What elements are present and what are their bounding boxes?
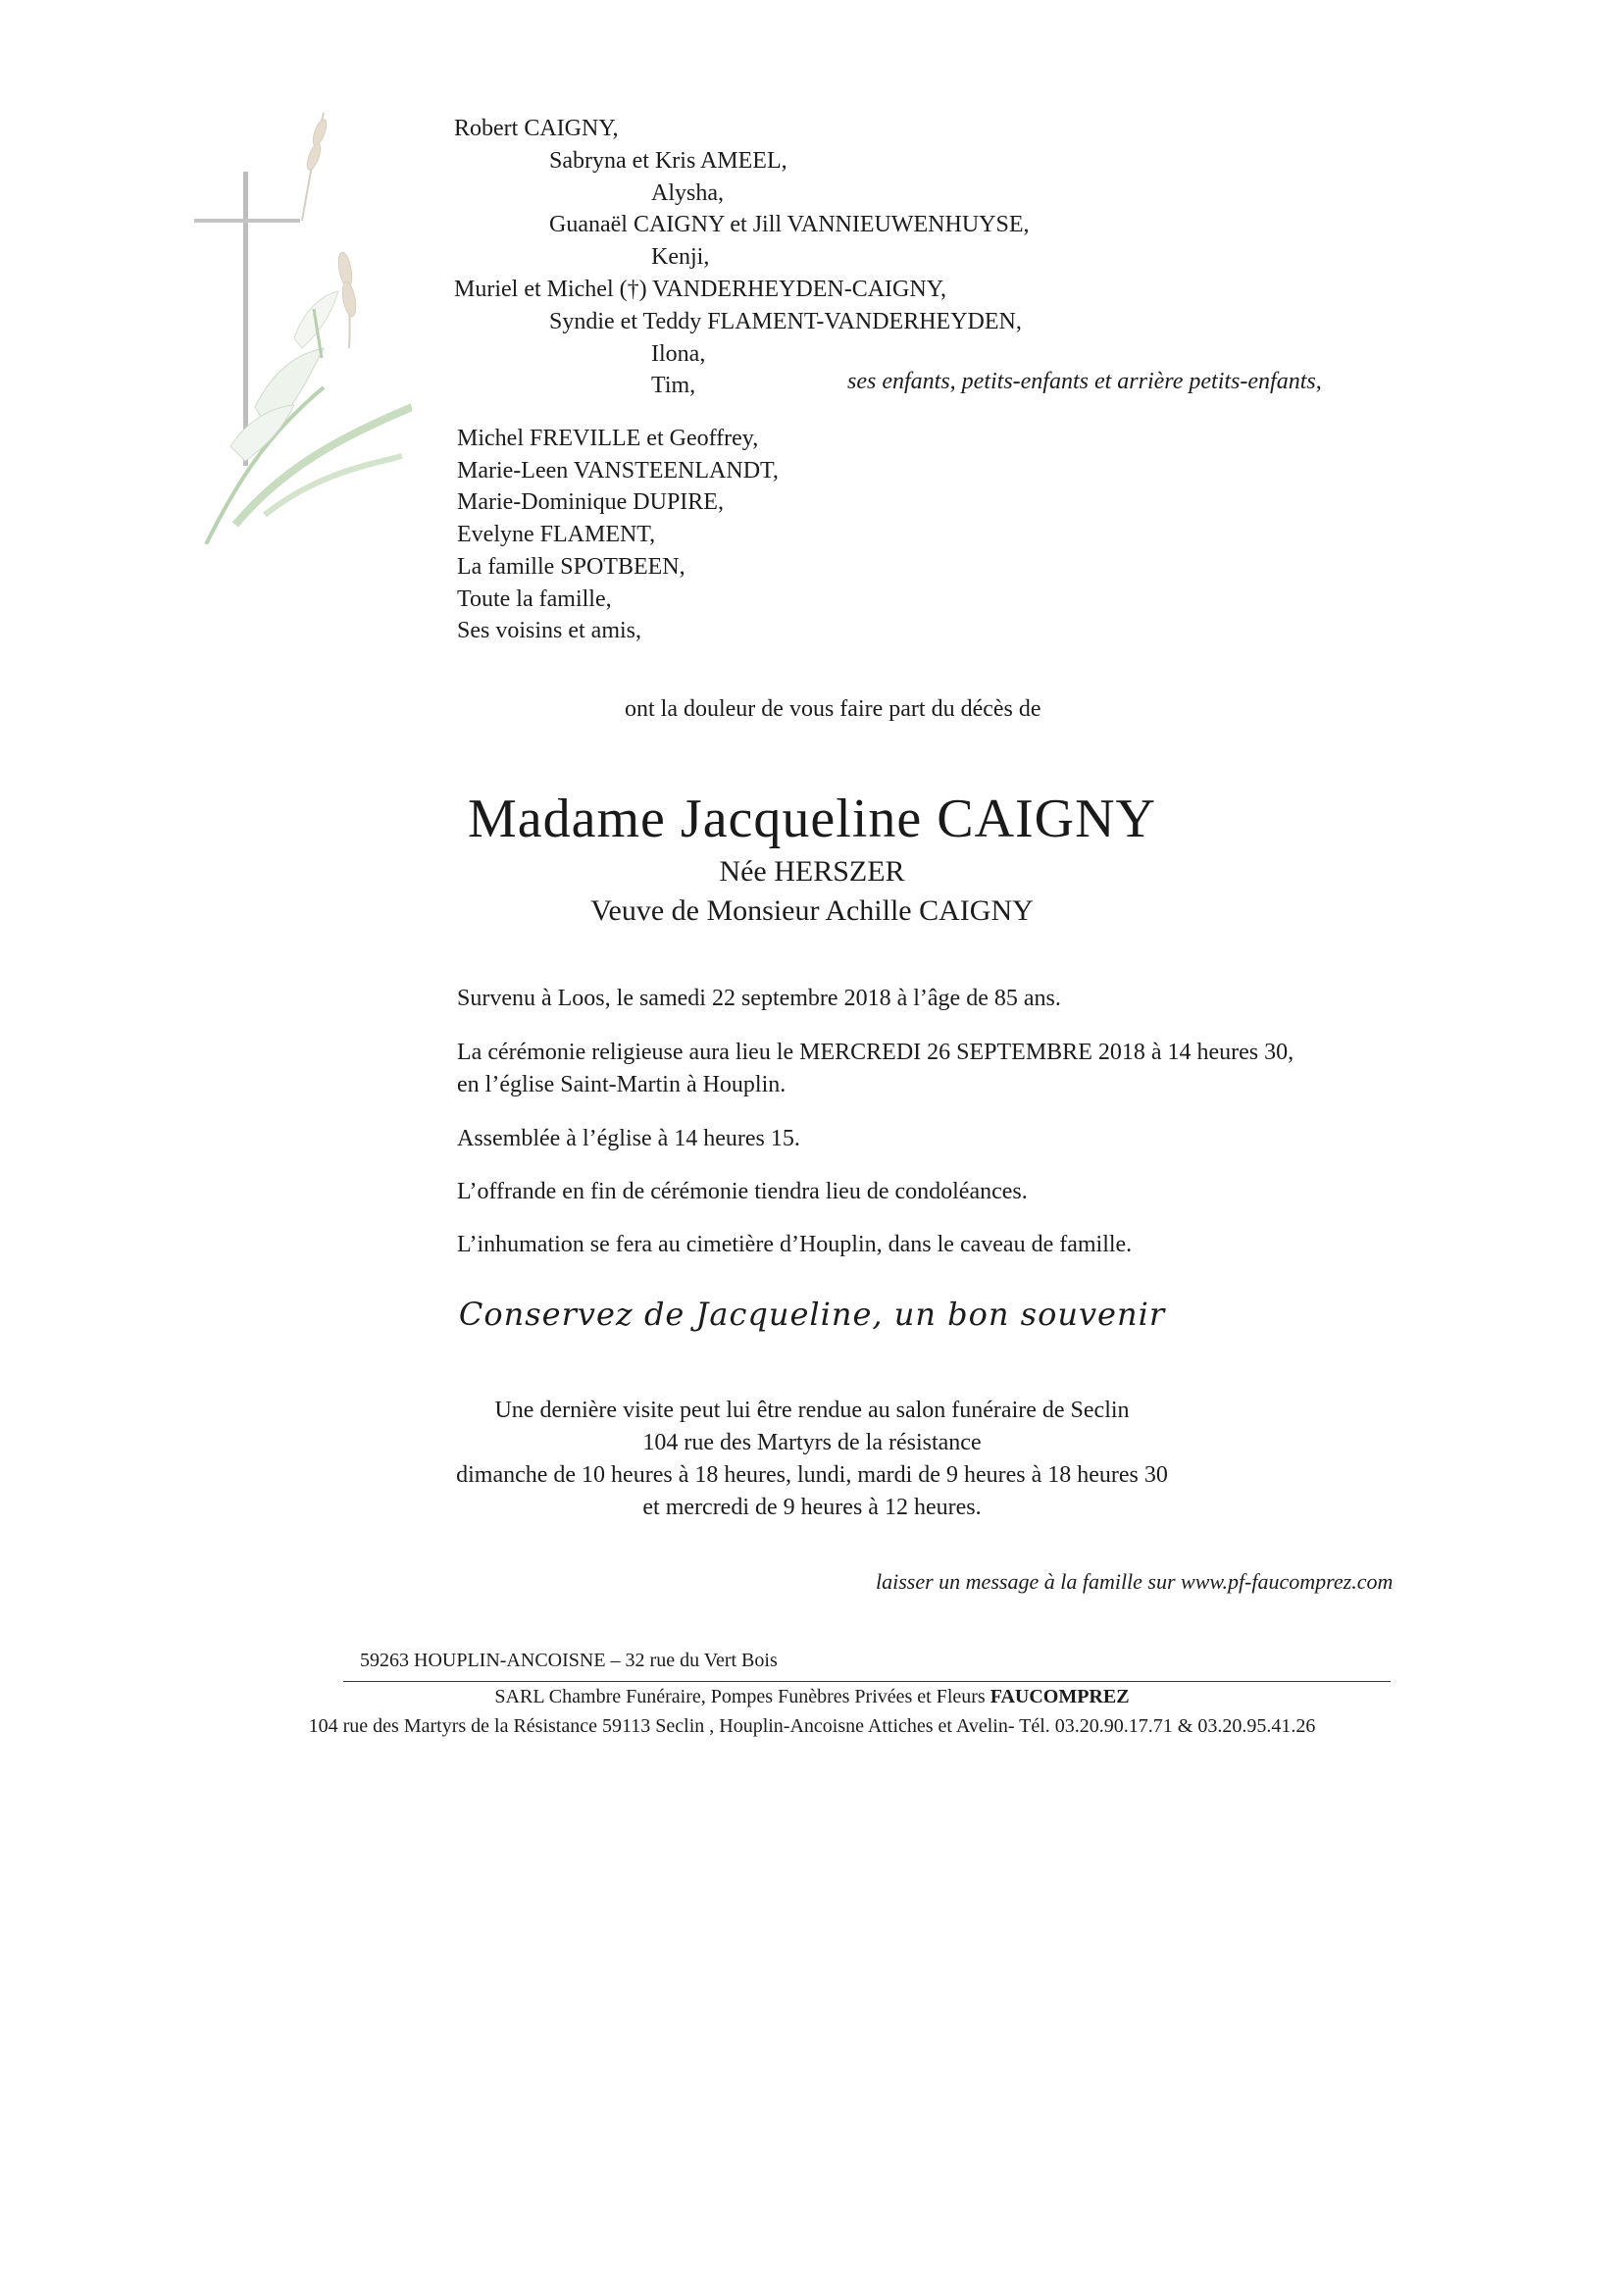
others-line-3: Marie-Dominique DUPIRE, [457, 489, 724, 515]
visit-line-3: dimanche de 10 heures à 18 heures, lundi, mardi de 9 heures à 18 heures 30 [456, 1462, 1168, 1488]
footer-rule [343, 1681, 1391, 1682]
address-small: 59263 HOUPLIN-ANCOISNE – 32 rue du Vert Bois [360, 1650, 778, 1671]
others-line-1: Michel FREVILLE et Geoffrey, [457, 426, 759, 451]
company-brand: FAUCOMPREZ [990, 1686, 1130, 1707]
widow-of: Veuve de Monsieur Achille CAIGNY [590, 894, 1034, 927]
remembrance-script: Conservez de Jacqueline, un bon souvenir [458, 1296, 1166, 1333]
offering: L’offrande en fin de cérémonie tiendra lieu de condoléances. [457, 1179, 1028, 1204]
company-address: 104 rue des Martyrs de la Résistance 59113 Seclin , Houplin-Ancoisne Attiches et Avelin- Tél. 03.20.90.17.71 & 03.20.95.41.26 [308, 1715, 1316, 1737]
visit-line-2: 104 rue des Martyrs de la résistance [642, 1430, 982, 1455]
others-line-6: Toute la famille, [457, 586, 612, 612]
cross-lily-decoration [177, 113, 412, 544]
family-line-6: Muriel et Michel (†) VANDERHEYDEN-CAIGNY, [454, 277, 946, 302]
family-line-5: Kenji, [651, 244, 710, 270]
online-message: laisser un message à la famille sur www.pf-faucomprez.com [876, 1569, 1394, 1594]
visit-line-1: Une dernière visite peut lui être rendue au salon funéraire de Seclin [494, 1398, 1130, 1423]
family-line-8: Ilona, [651, 341, 706, 367]
family-line-7: Syndie et Teddy FLAMENT-VANDERHEYDEN, [549, 309, 1022, 334]
others-line-5: La famille SPOTBEEN, [457, 554, 685, 580]
ceremony-line-1: La cérémonie religieuse aura lieu le MERCREDI 26 SEPTEMBRE 2018 à 14 heures 30, [457, 1040, 1294, 1065]
deceased-name: Madame Jacqueline CAIGNY [467, 789, 1156, 849]
family-line-1: Robert CAIGNY, [454, 116, 619, 141]
ceremony-line-2: en l’église Saint-Martin à Houplin. [457, 1072, 787, 1097]
family-line-4: Guanaël CAIGNY et Jill VANNIEUWENHUYSE, [549, 212, 1030, 237]
assembly: Assemblée à l’église à 14 heures 15. [457, 1126, 800, 1151]
others-line-2: Marie-Leen VANSTEENLANDT, [457, 458, 779, 484]
family-relation: ses enfants, petits-enfants et arrière petits-enfants, [847, 369, 1322, 394]
maiden-name: Née HERSZER [719, 855, 905, 888]
lily-icon [206, 291, 412, 544]
family-line-3: Alysha, [651, 180, 724, 206]
others-line-7: Ses voisins et amis, [457, 618, 642, 643]
company-prefix: SARL Chambre Funéraire, Pompes Funèbres Privées et Fleurs [494, 1686, 986, 1707]
others-line-4: Evelyne FLAMENT, [457, 522, 656, 547]
burial: L’inhumation se fera au cimetière d’Houplin, dans le caveau de famille. [457, 1232, 1133, 1257]
family-line-9: Tim, [651, 373, 696, 398]
family-line-2: Sabryna et Kris AMEEL, [549, 148, 787, 174]
announcement: ont la douleur de vous faire part du décès de [625, 696, 1041, 722]
company-line [0, 1683, 1624, 1710]
death-details: Survenu à Loos, le samedi 22 septembre 2018 à l’âge de 85 ans. [457, 986, 1061, 1011]
visit-line-4: et mercredi de 9 heures à 12 heures. [642, 1495, 982, 1520]
